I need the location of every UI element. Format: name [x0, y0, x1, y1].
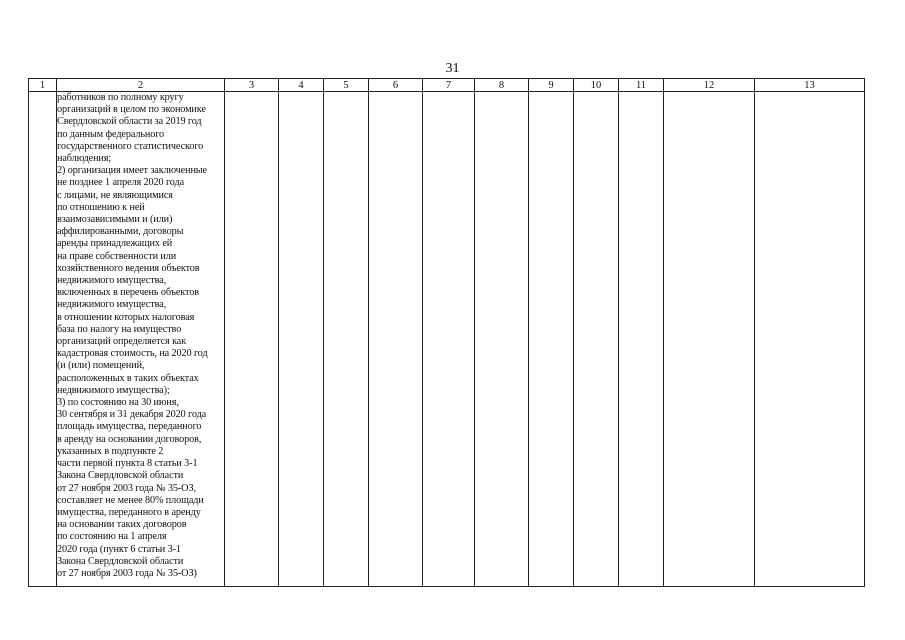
- text-line: расположенных в таких объектах: [57, 372, 199, 384]
- text-line: 30 сентября и 31 декабря 2020 года: [57, 409, 207, 421]
- text-line: база по налогу на имущество: [57, 323, 182, 335]
- text-line: организаций в целом по экономике: [57, 104, 206, 116]
- text-line: аренды принадлежащих ей: [57, 238, 173, 250]
- text-line: на основании таких договоров: [57, 519, 187, 531]
- column-header-2: 2: [57, 79, 225, 92]
- cell-col-3: [225, 92, 279, 587]
- cell-col-5: [324, 92, 369, 587]
- text-line: 2020 года (пункт 6 статьи 3-1: [57, 543, 181, 555]
- text-line: в отношении которых налоговая: [57, 311, 195, 323]
- text-line: от 27 ноября 2003 года № 35-ОЗ): [57, 567, 197, 579]
- cell-col-10: [574, 92, 619, 587]
- text-line: в аренду на основании договоров,: [57, 433, 202, 445]
- text-line: не позднее 1 апреля 2020 года: [57, 177, 184, 189]
- text-line: (и (или) помещений,: [57, 360, 145, 372]
- text-line: недвижимого имущества,: [57, 275, 167, 287]
- text-line: кадастровая стоимость, на 2020 год: [57, 348, 208, 360]
- cell-col-2: [57, 92, 225, 587]
- column-header-3: 3: [225, 79, 279, 92]
- column-header-4: 4: [279, 79, 324, 92]
- text-line: имущества, переданного в аренду: [57, 506, 201, 518]
- text-line: недвижимого имущества,: [57, 299, 167, 311]
- cell-col-4: [279, 92, 324, 587]
- text-line: государственного статистического: [57, 140, 204, 152]
- text-line: части первой пункта 8 статьи 3-1: [57, 458, 198, 470]
- column-header-10: 10: [574, 79, 619, 92]
- column-header-6: 6: [369, 79, 423, 92]
- cell-col-8: [475, 92, 529, 587]
- column-header-9: 9: [529, 79, 574, 92]
- text-line: с лицами, не являющимися: [57, 189, 173, 201]
- text-line: 3) по состоянию на 30 июня,: [57, 397, 179, 409]
- text-line: составляет не менее 80% площади: [57, 494, 204, 506]
- cell-col-12: [664, 92, 755, 587]
- text-line: на праве собственности или: [57, 250, 177, 262]
- cell-col-13: [755, 92, 865, 587]
- column-header-12: 12: [664, 79, 755, 92]
- text-line: хозяйственного ведения объектов: [57, 262, 200, 274]
- text-line: Закона Свердловской области: [57, 555, 184, 567]
- text-line: наблюдения;: [57, 153, 112, 165]
- text-line: Закона Свердловской области: [57, 470, 184, 482]
- cell-col-9: [529, 92, 574, 587]
- text-line: работников по полному кругу: [57, 92, 184, 103]
- cell-col-7: [423, 92, 475, 587]
- text-line: от 27 ноября 2003 года № 35-ОЗ,: [57, 482, 196, 494]
- document-table: [28, 78, 865, 587]
- column-header-8: 8: [475, 79, 529, 92]
- column-header-1: 1: [29, 79, 57, 92]
- column-number-header-row: [29, 79, 865, 92]
- cell-col-6: [369, 92, 423, 587]
- cell-col-1: [29, 92, 57, 587]
- text-line: по данным федерального: [57, 128, 165, 140]
- column-header-13: 13: [755, 79, 865, 92]
- table-row: [29, 92, 865, 587]
- text-line: включенных в перечень объектов: [57, 287, 199, 299]
- column-header-5: 5: [324, 79, 369, 92]
- text-line: площадь имущества, переданного: [57, 421, 202, 433]
- cell-col-11: [619, 92, 664, 587]
- text-line: указанных в подпункте 2: [57, 445, 164, 457]
- text-line: по отношению к ней: [57, 201, 145, 213]
- text-line: взаимозависимыми и (или): [57, 214, 173, 226]
- text-line: 2) организация имеет заключенные: [57, 165, 207, 177]
- page-number: 31: [445, 61, 460, 76]
- column-header-7: 7: [423, 79, 475, 92]
- text-line: организаций определяется как: [57, 336, 187, 348]
- text-line: аффилированными, договоры: [57, 226, 184, 238]
- text-line: Свердловской области за 2019 год: [57, 116, 202, 128]
- column-header-11: 11: [619, 79, 664, 92]
- text-line: недвижимого имущества);: [57, 384, 170, 396]
- text-line: по состоянию на 1 апреля: [57, 531, 167, 543]
